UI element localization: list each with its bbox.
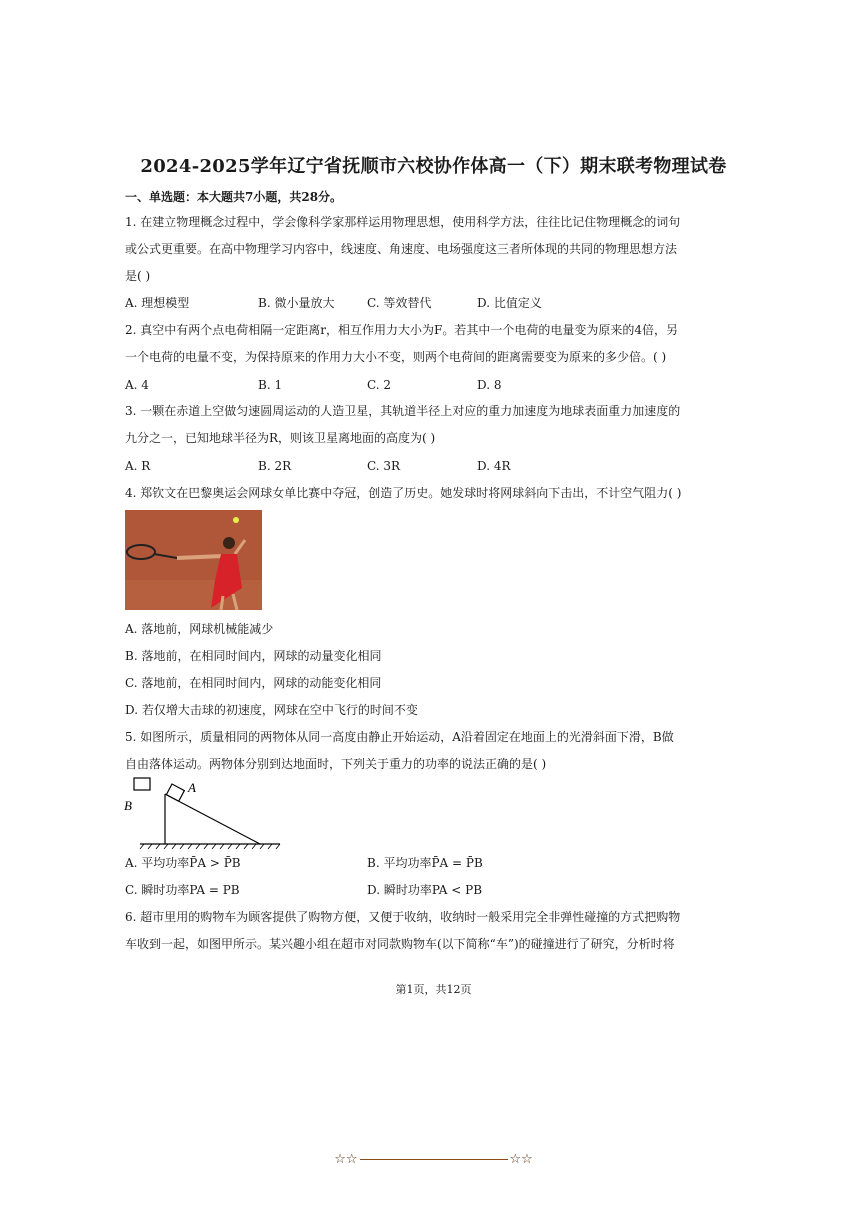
q3-option-c: C. 3R	[367, 459, 401, 473]
q5-option-d: D. 瞬时功率PA < PB	[367, 883, 483, 897]
q5-line-2: 自由落体运动。两物体分别到达地面时，下列关于重力的功率的说法正确的是( )	[125, 757, 547, 771]
ornament-rule	[360, 1159, 508, 1160]
footer-ornament	[0, 1152, 867, 1167]
q1-option-b: B. 微小量放大	[258, 296, 335, 310]
q4-option-a: A. 落地前，网球机械能减少	[125, 622, 274, 636]
block-a	[166, 784, 184, 801]
q2-option-a: A. 4	[125, 378, 149, 392]
q3-line-2: 九分之一，已知地球半径为R，则该卫星离地面的高度为( )	[125, 431, 436, 445]
q1-option-a: A. 理想模型	[125, 296, 190, 310]
q1-line-2: 或公式更重要。在高中物理学习内容中，线速度、角速度、电场强度这三者所体现的共同的物理思想方法	[125, 242, 678, 256]
q4-option-b: B. 落地前，在相同时间内，网球的动量变化相同	[125, 649, 382, 663]
q5-line-1: 5. 如图所示，质量相同的两物体从同一高度由静止开始运动，A沿着固定在地面上的光滑斜面下滑，B做	[125, 730, 674, 744]
q4-option-d: D. 若仅增大击球的初速度，网球在空中飞行的时间不变	[125, 703, 418, 717]
q6-line-1: 6. 超市里用的购物车为顾客提供了购物方便，又便于收纳，收纳时一般采用完全非弹性碰撞的方式把购物	[125, 910, 681, 924]
label-b: B	[124, 798, 132, 813]
exam-title: 2024-2025学年辽宁省抚顺市六校协作体高一（下）期末联考物理试卷	[140, 156, 727, 177]
q3-option-b: B. 2R	[258, 459, 292, 473]
section-heading: 一、单选题：本大题共7小题，共28分。	[125, 190, 343, 204]
block-b	[134, 778, 150, 790]
q5-option-c: C. 瞬时功率PA = PB	[125, 883, 240, 897]
tennis-player-photo	[125, 510, 262, 610]
q1-line-1: 1. 在建立物理概念过程中，学会像科学家那样运用物理思想，使用科学方法，往往比记住物理概念的词句	[125, 215, 681, 229]
q4-line-1: 4. 郑钦文在巴黎奥运会网球女单比赛中夺冠，创造了历史。她发球时将网球斜向下击出，不计空气阻力( )	[125, 486, 682, 500]
q3-option-d: D. 4R	[477, 459, 511, 473]
q3-line-1: 3. 一颗在赤道上空做匀速圆周运动的人造卫星，其轨道半径上对应的重力加速度为地球表面重力加速度的	[125, 404, 681, 418]
q2-option-d: D. 8	[477, 378, 502, 392]
ground-hatching	[140, 844, 280, 849]
q3-option-a: A. R	[125, 459, 151, 473]
q5-option-b: B. 平均功率P̄A = P̄B	[367, 856, 483, 870]
incline-diagram	[120, 774, 285, 850]
q1-option-c: C. 等效替代	[367, 296, 432, 310]
q5-option-a: A. 平均功率P̄A > P̄B	[125, 856, 241, 870]
q2-option-c: C. 2	[367, 378, 392, 392]
q2-line-1: 2. 真空中有两个点电荷相隔一定距离r，相互作用力大小为F。若其中一个电荷的电量变为原来的4倍，另	[125, 323, 678, 337]
star-icon-right: ☆☆	[509, 1152, 533, 1167]
q1-option-d: D. 比值定义	[477, 296, 542, 310]
q4-option-c: C. 落地前，在相同时间内，网球的动能变化相同	[125, 676, 382, 690]
tennis-player-illustration	[125, 510, 262, 610]
q2-line-2: 一个电荷的电量不变，为保持原来的作用力大小不变，则两个电荷间的距离需要变为原来的多少倍。( )	[125, 350, 667, 364]
q6-line-2: 车收到一起，如图甲所示。某兴趣小组在超市对同款购物车(以下简称“车”)的碰撞进行了研究，分析时将	[125, 937, 675, 951]
q1-line-3: 是( )	[125, 269, 151, 283]
q2-option-b: B. 1	[258, 378, 283, 392]
incline-slope	[165, 794, 260, 844]
label-a: A	[188, 780, 196, 795]
star-icon-left: ☆☆	[334, 1152, 358, 1167]
page-footer: 第1页，共12页	[395, 983, 472, 996]
